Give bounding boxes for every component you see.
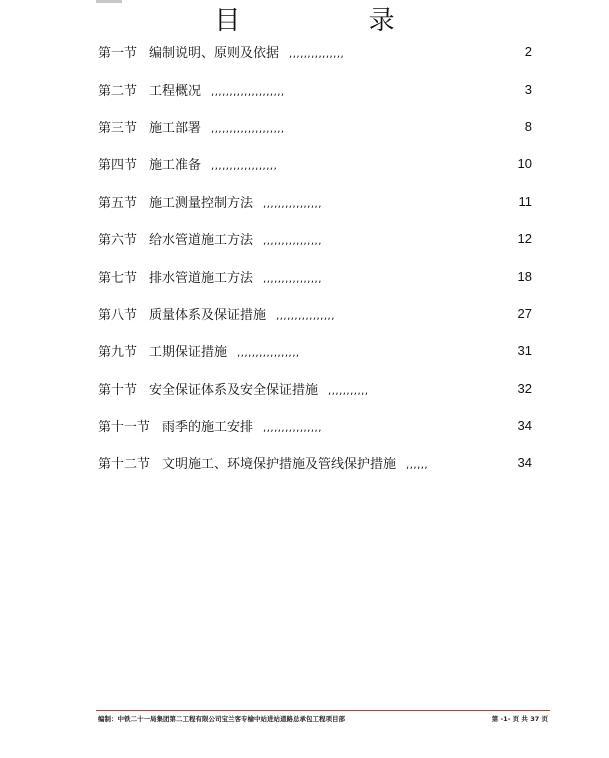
- toc-row[interactable]: [98, 332, 532, 369]
- footer-rule: [96, 710, 550, 711]
- toc-row[interactable]: [98, 295, 532, 332]
- page-title: 目 录: [214, 6, 455, 36]
- toc-title: 编制说明、原则及依据: [149, 46, 280, 62]
- toc-leader: ,,,,,,,,,,,,,,,,: [263, 236, 322, 248]
- toc-leader: ,,,,,,,,,,,,,,,,: [263, 423, 322, 435]
- toc-title: 文明施工、环境保护措施及管线保护措施: [162, 457, 397, 473]
- toc-title: 安全保证体系及安全保证措施: [149, 382, 319, 398]
- toc-row[interactable]: [98, 145, 532, 182]
- toc-page-number: 34: [517, 418, 532, 434]
- toc-title: 工期保证措施: [149, 345, 228, 361]
- toc-title: 工程概况: [149, 83, 202, 99]
- toc-leader: ,,,,,,,,,,,,,,,,: [263, 273, 322, 285]
- toc-section: 第一节: [98, 46, 138, 62]
- toc-page-number: 11: [518, 193, 532, 209]
- toc-leader: ,,,,,,,,,,,,,,,,,: [237, 348, 300, 360]
- toc-title: 给水管道施工方法: [149, 233, 254, 249]
- toc-leader: ,,,,,,: [406, 460, 429, 472]
- toc-page-number: 31: [517, 343, 532, 359]
- toc-section: 第十一节: [98, 420, 151, 436]
- toc-page-number: 8: [524, 118, 532, 134]
- toc-row[interactable]: [98, 220, 532, 257]
- footer-page-count: 第 -1- 页 共 37 页: [491, 715, 548, 723]
- toc-leader: ,,,,,,,,,,,,,,,,: [263, 198, 322, 210]
- toc-row[interactable]: [98, 108, 532, 145]
- toc-page-number: 2: [524, 44, 532, 60]
- toc-row[interactable]: [98, 444, 532, 481]
- toc-leader: ,,,,,,,,,,,,,,,: [289, 49, 345, 61]
- toc-section: 第十二节: [98, 457, 151, 473]
- toc-title: 排水管道施工方法: [149, 270, 254, 286]
- toc-section: 第八节: [98, 307, 138, 323]
- table-of-contents: [98, 33, 532, 482]
- toc-section: 第六节: [98, 233, 138, 249]
- toc-section: 第四节: [98, 158, 138, 174]
- toc-title: 雨季的施工安排: [162, 420, 254, 436]
- toc-row[interactable]: [98, 183, 532, 220]
- toc-page-number: 18: [517, 268, 532, 284]
- toc-row[interactable]: [98, 33, 532, 70]
- toc-page-number: 3: [524, 81, 532, 97]
- toc-leader: ,,,,,,,,,,,,,,,,,,: [211, 161, 278, 173]
- toc-section: 第五节: [98, 195, 138, 211]
- toc-title: 质量体系及保证措施: [149, 307, 267, 323]
- toc-section: 第七节: [98, 270, 138, 286]
- toc-title: 施工部署: [149, 120, 202, 136]
- toc-row[interactable]: [98, 370, 532, 407]
- toc-leader: ,,,,,,,,,,,,,,,,: [276, 310, 335, 322]
- toc-leader: ,,,,,,,,,,,,,,,,,,,,: [211, 86, 285, 98]
- footer-compiler: 编制：中铁二十一局集团第二工程有限公司宝兰客专榆中站进站道路总承包工程项目部: [98, 715, 345, 723]
- toc-page-number: 12: [517, 231, 532, 247]
- toc-page-number: 34: [517, 455, 532, 471]
- header-mark: [96, 0, 122, 3]
- toc-row[interactable]: [98, 70, 532, 107]
- toc-row[interactable]: [98, 257, 532, 294]
- toc-page-number: 10: [517, 156, 532, 172]
- toc-section: 第十节: [98, 382, 138, 398]
- toc-page-number: 32: [517, 380, 532, 396]
- toc-page-number: 27: [517, 305, 532, 321]
- toc-section: 第九节: [98, 345, 138, 361]
- toc-row[interactable]: [98, 407, 532, 444]
- toc-section: 第三节: [98, 120, 138, 136]
- page-footer: [98, 714, 548, 723]
- toc-leader: ,,,,,,,,,,,,,,,,,,,,: [211, 123, 285, 135]
- toc-title: 施工测量控制方法: [149, 195, 254, 211]
- toc-section: 第二节: [98, 83, 138, 99]
- toc-title: 施工准备: [149, 158, 202, 174]
- toc-leader: ,,,,,,,,,,,: [328, 385, 369, 397]
